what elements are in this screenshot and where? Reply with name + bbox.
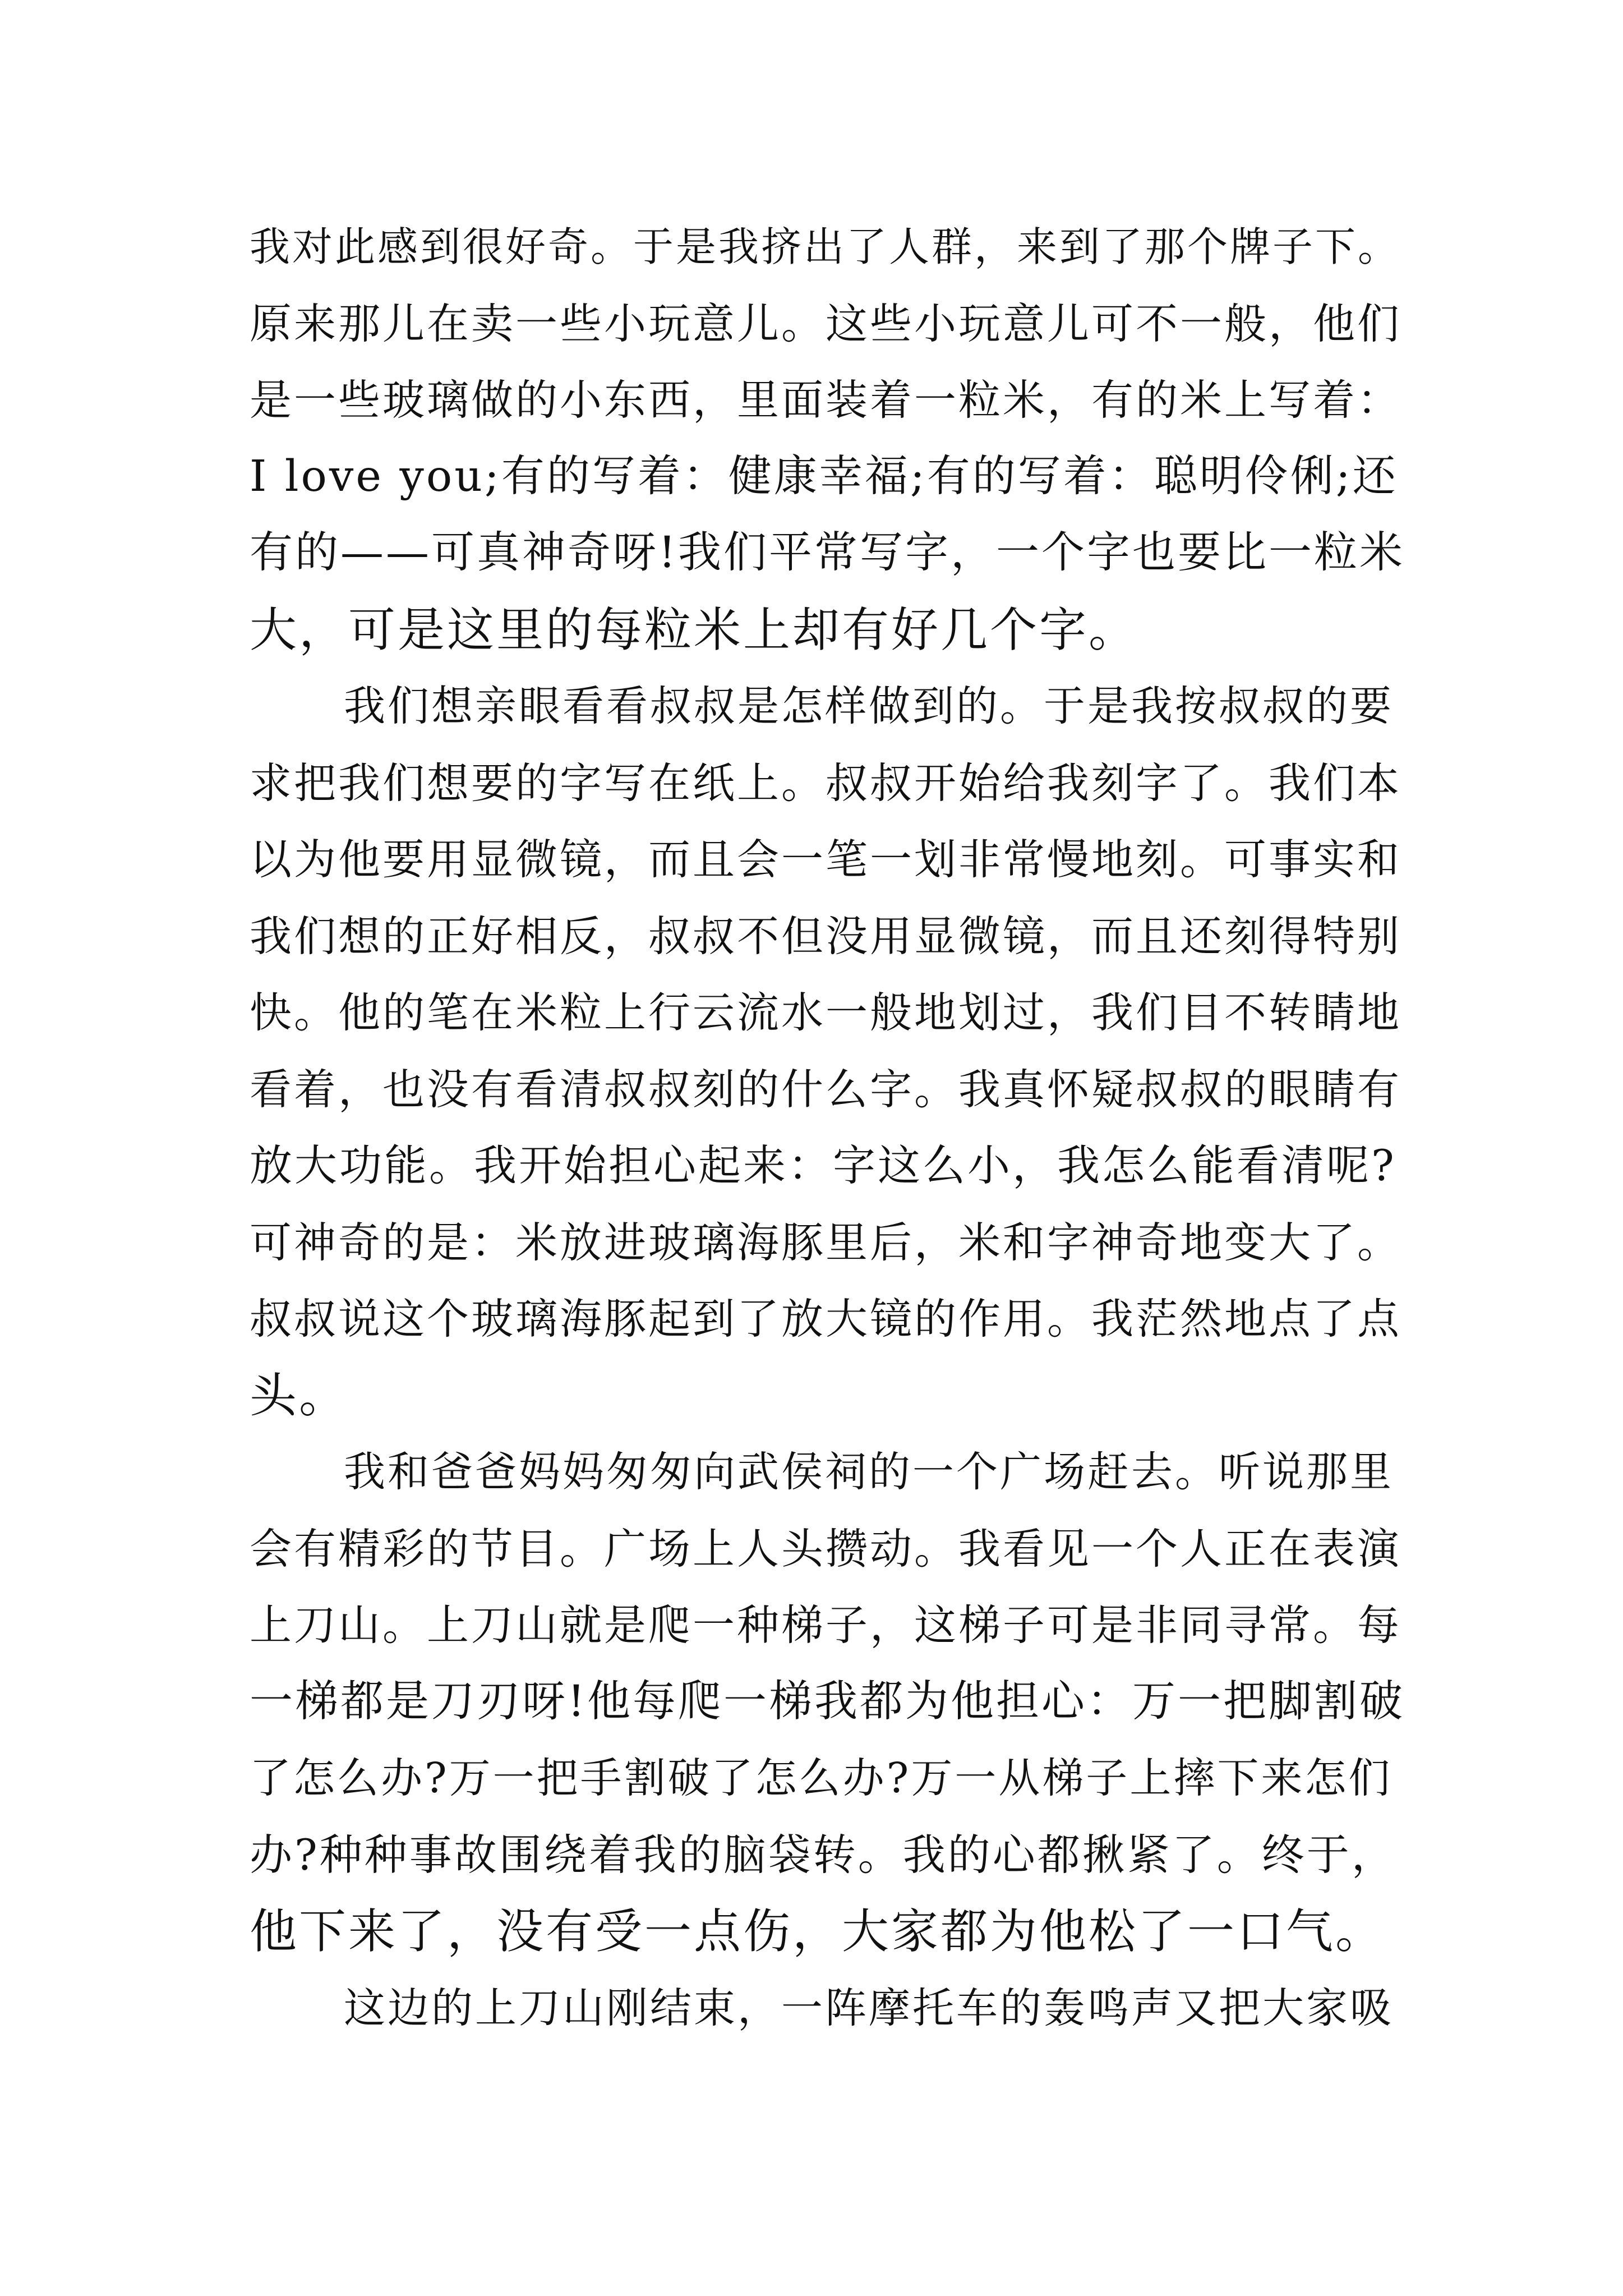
text-line: I love you;有的写着：健康幸福;有的写着：聪明伶俐;还: [250, 451, 1398, 501]
text-line: 叔叔说这个玻璃海豚起到了放大镜的作用。我茫然地点了点: [250, 1294, 1402, 1343]
text-line: 上刀山。上刀山就是爬一种梯子，这梯子可是非同寻常。每: [250, 1600, 1402, 1650]
text-line: 我们想的正好相反，叔叔不但没用显微镜，而且还刻得特别: [250, 911, 1402, 961]
text-line: 看着，也没有看清叔叔刻的什么字。我真怀疑叔叔的眼睛有: [250, 1064, 1402, 1114]
text-line: 办?种种事故围绕着我的脑袋转。我的心都揪紧了。终于，: [250, 1829, 1396, 1880]
text-line: 放大功能。我开始担心起来：字这么小，我怎么能看清呢?: [250, 1140, 1396, 1190]
text-line: 大，可是这里的每粒米上却有好几个字。: [250, 602, 1138, 657]
text-line: 我对此感到很好奇。于是我挤出了人群，来到了那个牌子下。: [250, 223, 1401, 270]
text-line: 这边的上刀山刚结束，一阵摩托车的轰鸣声又把大家吸: [344, 1984, 1394, 2032]
text-line: 一梯都是刀刃呀!他每爬一梯我都为他担心：万一把脚割破: [250, 1676, 1405, 1727]
text-line: 是一些玻璃做的小东西，里面装着一粒米，有的米上写着：: [250, 375, 1402, 425]
text-line: 他下来了，没有受一点伤，大家都为他松了一口气。: [250, 1904, 1385, 1959]
text-line: 原来那儿在卖一些小玩意儿。这些小玩意儿可不一般，他们: [250, 298, 1402, 348]
text-line: 求把我们想要的字写在纸上。叔叔开始给我刻字了。我们本: [250, 758, 1402, 808]
text-line: 会有精彩的节目。广场上人头攒动。我看见一个人正在表演: [250, 1524, 1402, 1573]
text-line: 以为他要用显微镜，而且会一笔一划非常慢地刻。可事实和: [250, 835, 1402, 884]
document-body: [250, 209, 1405, 2046]
text-line: 可神奇的是：米放进玻璃海豚里后，米和字神奇地变大了。: [250, 1217, 1402, 1267]
text-line: 了怎么办?万一把手割破了怎么办?万一从梯子上摔下来怎们: [250, 1754, 1393, 1802]
text-line: 头。: [250, 1368, 349, 1423]
text-line: 我和爸爸妈妈匆匆向武侯祠的一个广场赶去。听说那里: [344, 1448, 1394, 1496]
text-line: 有的——可真神奇呀!我们平常写字，一个字也要比一粒米: [250, 528, 1405, 578]
text-line: 我们想亲眼看看叔叔是怎样做到的。于是我按叔叔的要: [344, 682, 1394, 730]
text-line: 快。他的笔在米粒上行云流水一般地划过，我们目不转睛地: [250, 988, 1402, 1037]
